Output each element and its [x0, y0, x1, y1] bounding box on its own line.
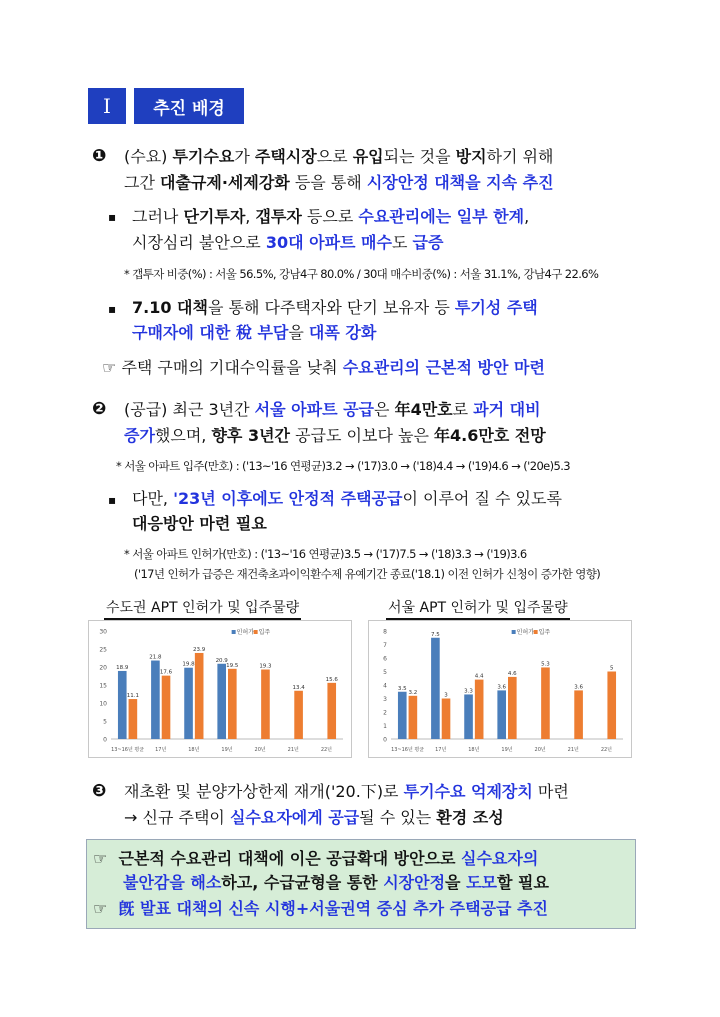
- chart1-y-tick-label: 10: [99, 700, 107, 708]
- item2-line1: (공급) 최근 3년간 서울 아파트 공급은 年4만호로 과거 대비: [124, 400, 541, 419]
- chart2-bar-move-in: [409, 696, 418, 739]
- chart2-data-label: 3.6: [574, 684, 583, 691]
- item1-marker: ❶: [92, 146, 107, 166]
- chart1-data-label: 11.1: [126, 693, 140, 700]
- chart2-y-tick-label: 3: [383, 696, 387, 703]
- chart2-y-tick-label: 4: [383, 682, 387, 690]
- pointing-hand-icon: ☞: [93, 849, 108, 868]
- chart1-category-label: 20년: [254, 747, 266, 753]
- chart1-category-label: 22년: [320, 747, 333, 753]
- chart2-bar-move-in: [442, 699, 451, 740]
- summary-line2: 불안감을 해소하고, 수급균형을 통한 시장안정을 도모할 필요: [123, 873, 549, 892]
- chart2-legend-label: 입주: [538, 629, 551, 636]
- chart1-bar-move-in: [228, 669, 237, 739]
- chart2-data-label: 5: [609, 665, 614, 672]
- chart1-y-tick-label: 25: [99, 646, 107, 654]
- chart1-svg: [89, 621, 351, 757]
- chart1-data-label: 19.5: [226, 662, 239, 669]
- chart2-bar-move-in: [574, 690, 583, 739]
- pointing-hand-icon: ☞: [102, 358, 117, 377]
- chart1-data-label: 13.4: [292, 684, 305, 691]
- summary-box: [86, 839, 636, 929]
- item3-line1: 재초환 및 분양가상한제 재개('20.下)로 투기수요 억제장치 마련: [124, 782, 569, 801]
- chart1-data-label: 19.8: [182, 661, 195, 668]
- chart2-legend-swatch: [512, 630, 516, 634]
- item2-bullet1: 다만, '23년 이후에도 안정적 주택공급이 이루어 질 수 있도록: [132, 489, 562, 508]
- chart2-data-label: 5.3: [541, 661, 550, 668]
- chart1-legend-label: 입주: [258, 629, 271, 636]
- chart1-y-tick-label: 30: [99, 628, 107, 636]
- section-number-badge: Ⅰ: [88, 88, 126, 124]
- bullet-square: ▪: [108, 210, 117, 224]
- chart1-data-label: 23.9: [193, 646, 206, 653]
- chart1-legend-swatch: [232, 630, 236, 634]
- chart2-title: 서울 APT 인허가 및 입주물량: [386, 597, 570, 620]
- item2-marker: ❷: [92, 399, 107, 419]
- chart2-y-tick-label: 7: [383, 642, 387, 649]
- chart1-data-label: 17.6: [159, 669, 173, 676]
- chart2-y-tick-label: 0: [383, 736, 387, 744]
- chart2-bar-permit: [398, 692, 407, 739]
- chart1-bar-move-in: [195, 653, 204, 739]
- item2-line2: 증가했으며, 향후 3년간 공급도 이보다 높은 年4.6만호 전망: [124, 426, 546, 445]
- chart1-category-label: 21년: [287, 747, 299, 753]
- item1-bullet2: 7.10 대책을 통해 다주택자와 단기 보유자 등 투기성 주택: [132, 298, 538, 317]
- summary-line1: ☞ 근본적 수요관리 대책에 이은 공급확대 방안으로 실수요자의: [93, 849, 539, 868]
- chart1-data-label: 18.9: [116, 664, 129, 671]
- chart1-y-tick-label: 0: [103, 736, 107, 744]
- chart2-bar-permit: [497, 690, 506, 739]
- chart1-bar-move-in: [294, 691, 303, 739]
- chart2-data-label: 3.5: [397, 685, 407, 692]
- chart2-data-label: 4.4: [474, 673, 484, 680]
- chart1-category-label: 17년: [155, 747, 167, 753]
- chart2-bar-permit: [431, 638, 440, 739]
- chart1-bar-permit: [118, 671, 127, 739]
- chart1-category-label: 18년: [188, 747, 200, 753]
- item2-bullet1-line2: 대응방안 마련 필요: [132, 514, 267, 533]
- chart1-bar-move-in: [129, 699, 138, 739]
- item1-note: * 갭투자 비중(%) : 서울 56.5%, 강남4구 80.0% / 30대 매수비중(%) : 서울 31.1%, 강남4구 22.6%: [124, 267, 599, 281]
- bullet-square: ▪: [108, 493, 117, 507]
- chart2-bar-move-in: [607, 672, 616, 740]
- item2-note1: * 서울 아파트 입주(만호) : ('13~'16 연평균)3.2 → ('17)3.0 → ('18)4.4 → ('19)4.6 → ('20e)5.3: [116, 459, 571, 473]
- section-title: 추진 배경: [134, 88, 244, 124]
- chart1-bar-move-in: [261, 670, 270, 739]
- chart1-bar-move-in: [162, 676, 171, 739]
- chart2-data-label: 4.6: [507, 670, 517, 677]
- chart2-y-tick-label: 5: [383, 669, 387, 676]
- item2-note2: * 서울 아파트 인허가(만호) : ('13~'16 연평균)3.5 → ('17)7.5 → ('18)3.3 → ('19)3.6: [124, 547, 527, 561]
- chart2-category-label: 20년: [534, 747, 546, 753]
- item1-line2: 그간 대출규제·세제강화 등을 통해 시장안정 대책을 지속 추진: [124, 173, 554, 192]
- item1-bullet1: 그러나 단기투자, 갭투자 등으로 수요관리에는 일부 한계,: [132, 207, 530, 226]
- chart2-bar-move-in: [475, 680, 484, 739]
- chart2-legend-label: 인허가: [516, 629, 535, 636]
- chart2-y-tick-label: 2: [383, 709, 387, 717]
- chart1: [88, 620, 352, 758]
- chart2-category-label: 17년: [435, 747, 447, 753]
- chart1-bar-move-in: [327, 683, 336, 739]
- chart2-bar-move-in: [508, 677, 517, 739]
- chart1-y-tick-label: 15: [99, 682, 107, 690]
- chart1-data-label: 15.6: [325, 676, 338, 683]
- chart2-category-label: 18년: [468, 747, 480, 753]
- chart2-data-label: 3: [444, 692, 448, 699]
- chart1-category-label: 19년: [221, 747, 233, 753]
- chart2-svg: [369, 621, 631, 757]
- pointing-hand-icon: ☞: [93, 899, 108, 918]
- chart1-y-tick-label: 20: [99, 664, 107, 672]
- chart1-bar-permit: [151, 661, 160, 739]
- chart1-bar-permit: [184, 668, 193, 739]
- chart1-data-label: 19.3: [259, 663, 272, 670]
- item1-bullet2-line2: 구매자에 대한 稅 부담을 대폭 강화: [132, 323, 377, 342]
- chart2-category-label: 22년: [600, 747, 613, 753]
- chart1-y-tick-label: 5: [103, 718, 107, 726]
- chart2-y-tick-label: 6: [383, 655, 387, 663]
- summary-line3: ☞ 旣 발표 대책의 신속 시행+서울권역 중심 추가 주택공급 추진: [93, 899, 548, 918]
- chart2-category-label: 19년: [501, 747, 513, 753]
- chart1-legend-swatch: [254, 630, 258, 634]
- item1-bullet1-line2: 시장심리 불안으로 30대 아파트 매수도 급증: [132, 233, 444, 252]
- bullet-square: ▪: [108, 302, 117, 316]
- chart1-data-label: 20.9: [215, 657, 228, 664]
- chart1-title: 수도권 APT 인허가 및 입주물량: [104, 597, 301, 620]
- item2-note3: ('17년 인허가 급증은 재건축초과이익환수제 유예기간 종료('18.1) 이전 인허가 신청이 증가한 영향): [134, 567, 601, 581]
- chart2-data-label: 3.6: [497, 684, 507, 691]
- chart2-data-label: 7.5: [431, 631, 440, 638]
- chart2-category-label: 13~16년 평균: [391, 747, 425, 753]
- chart2-category-label: 21년: [567, 747, 579, 753]
- chart1-legend-label: 인허가: [236, 629, 255, 636]
- item1-line1: (수요) 투기수요가 주택시장으로 유입되는 것을 방지하기 위해: [124, 147, 554, 166]
- chart2-data-label: 3.2: [408, 689, 418, 696]
- chart2-data-label: 3.3: [464, 688, 473, 695]
- chart1-bar-permit: [217, 664, 226, 739]
- item1-conclusion: ☞ 주택 구매의 기대수익률을 낮춰 수요관리의 근본적 방안 마련: [102, 358, 545, 377]
- chart1-data-label: 21.8: [149, 654, 162, 661]
- chart2-y-tick-label: 1: [383, 723, 387, 730]
- item3-line2: → 신규 주택이 실수요자에게 공급될 수 있는 환경 조성: [124, 808, 504, 827]
- chart2-bar-permit: [464, 694, 473, 739]
- chart2-legend-swatch: [534, 630, 538, 634]
- item3-marker: ❸: [92, 781, 107, 801]
- chart2-y-tick-label: 8: [383, 628, 387, 636]
- chart2: [368, 620, 632, 758]
- chart1-category-label: 13~16년 평균: [111, 747, 145, 753]
- chart2-bar-move-in: [541, 667, 550, 739]
